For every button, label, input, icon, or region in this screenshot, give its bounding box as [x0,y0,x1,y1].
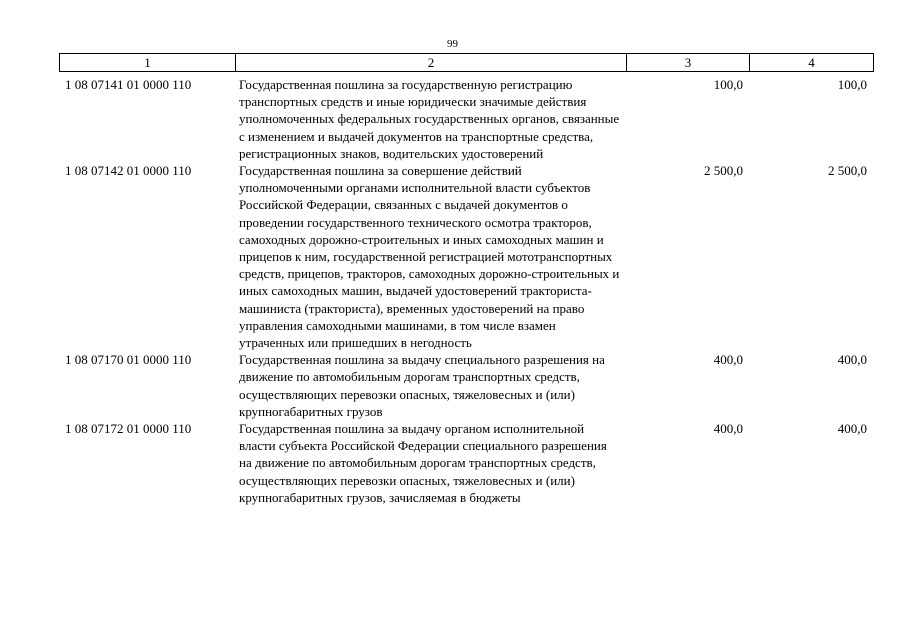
row-value-3: 2 500,0 [704,163,743,179]
row-name: Государственная пошлина за выдачу органом исполнительной власти субъекта Российской Федерации специального разрешения на движение по автомобильным дорогам транспортных средств, осуществляющих перевозки опасных, тяжеловесных и (или) крупногабаритных грузов, зачисляемая в бюджеты [239,421,607,505]
row-value-4: 400,0 [837,421,867,437]
revenue-table [59,76,873,506]
table-row [59,76,873,162]
column-header-2: 2 [236,54,627,72]
column-header-3: 3 [627,54,750,72]
table-row [59,420,873,506]
table-row [59,351,873,420]
column-header-row [60,54,874,72]
column-header-table [59,53,874,72]
row-value-4: 100,0 [837,77,867,92]
column-header-4: 4 [750,54,874,72]
row-code: 1 08 07172 01 0000 110 [65,421,192,437]
row-name: Государственная пошлина за государственную регистрацию транспортных средств и иные юридически значимые действия уполномоченных федеральных государственных органов, связанные с изменением и выдачей документов на транспортные средства, регистрационных знаков, водительских удостоверений [239,77,620,161]
column-header-1: 1 [60,54,236,72]
row-name: Государственная пошлина за выдачу специального разрешения на движение по автомобильным дорогам транспортных средств, осуществляющих перевозки опасных, тяжеловесных и (или) крупногабаритных грузов [239,352,605,419]
table-row [59,162,873,351]
row-code: 1 08 07142 01 0000 110 [65,163,192,179]
row-code: 1 08 07141 01 0000 110 [65,77,192,92]
row-value-3: 400,0 [713,352,743,368]
row-value-4: 400,0 [837,352,867,368]
page-number: 99 [447,38,458,50]
row-value-4: 2 500,0 [828,163,867,179]
row-value-3: 400,0 [713,421,743,437]
row-code: 1 08 07170 01 0000 110 [65,352,192,368]
row-name: Государственная пошлина за совершение действий уполномоченными органами исполнительной власти субъектов Российской Федерации, связанных с выдачей документов о проведении государственного технического осмотра тракторов, самоходных дорожно-строительных и иных самоходных машин и прицепов к ним, государственной регистрацией мототранспортных средств, прицепов, тракторов, самоходных дорожно-строительных и иных самоходных машин, выдачей удостоверений тракториста-машиниста (тракториста), временных удостоверений на право управления самоходными машинами, в том числе взамен утраченных или пришедших в негодность [239,163,620,351]
row-value-3: 100,0 [713,77,743,92]
